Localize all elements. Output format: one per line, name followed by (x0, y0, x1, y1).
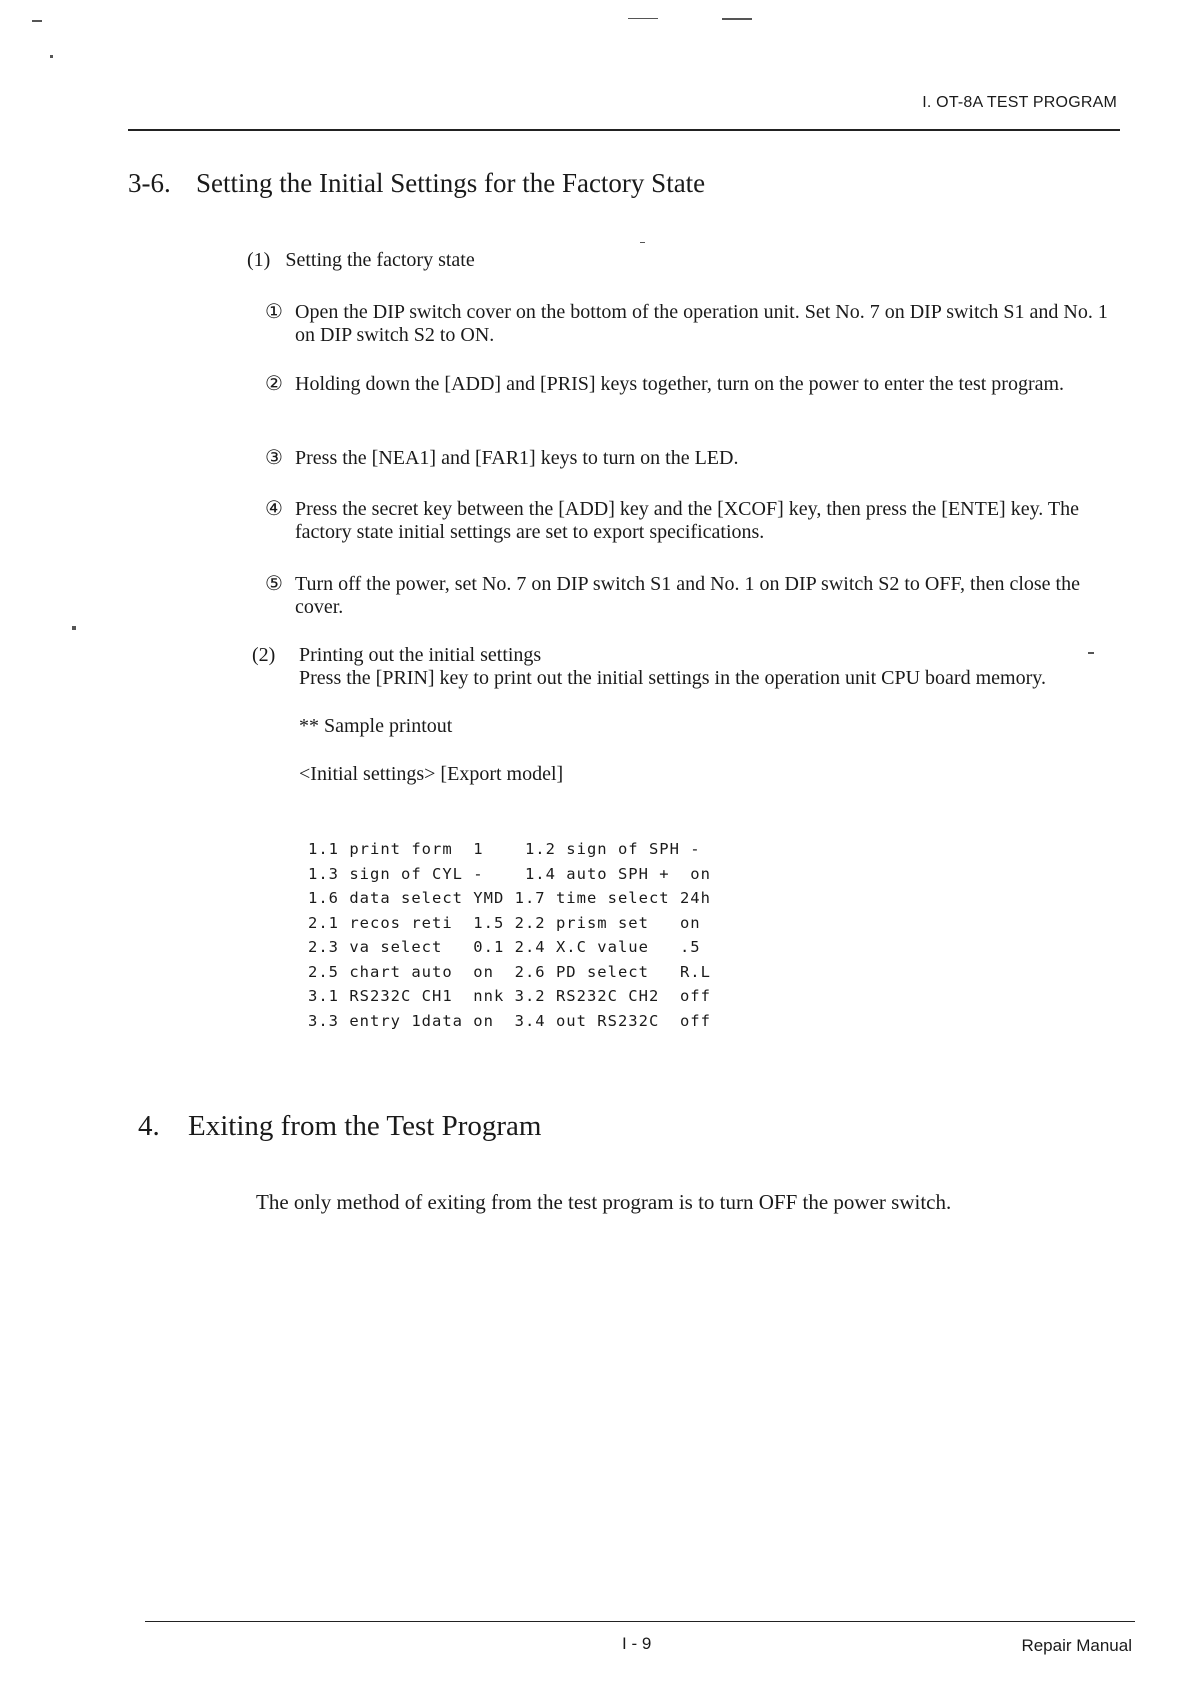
scan-speck (50, 55, 53, 58)
step-marker: ⑤ (265, 573, 283, 595)
step-1 (265, 301, 1125, 347)
printout-row: 3.3 entry 1data on 3.4 out RS232C off (308, 1011, 711, 1030)
section-number: 4. (138, 1110, 160, 1142)
section-3-6-heading (128, 168, 705, 199)
running-header: I. OT-8A TEST PROGRAM (922, 94, 1117, 111)
scan-speck (1088, 652, 1094, 654)
step-4 (265, 498, 1125, 544)
scan-speck (628, 18, 658, 19)
subsection-1-heading (247, 249, 475, 272)
step-marker: ① (265, 301, 283, 323)
section-title: Exiting from the Test Program (188, 1110, 542, 1142)
printout-row: 3.1 RS232C CH1 nnk 3.2 RS232C CH2 off (308, 987, 711, 1005)
step-text: Press the secret key between the [ADD] key and the [XCOF] key, then press the [ENTE] key. The factory state initial settings are set to export specifications. (295, 498, 1080, 543)
step-5 (265, 573, 1125, 619)
printout-row: 2.1 recos reti 1.5 2.2 prism set on (308, 913, 701, 932)
header-rule (128, 129, 1120, 131)
printout-row: 1.3 sign of CYL - 1.4 auto SPH + on (308, 864, 711, 883)
page-number: I - 9 (622, 1634, 652, 1653)
scan-speck (722, 18, 752, 20)
step-text: Holding down the [ADD] and [PRIS] keys together, turn on the power to enter the test program. (295, 373, 1065, 395)
printout-row: 1.6 data select YMD 1.7 time select 24h (308, 889, 711, 907)
section-title: Setting the Initial Settings for the Factory State (196, 168, 706, 198)
sample-printout (308, 837, 711, 1033)
scan-speck (640, 242, 645, 243)
printout-row: 2.3 va select 0.1 2.4 X.C value .5 (308, 938, 701, 956)
subsection-body: Press the [PRIN] key to print out the initial settings in the operation unit CPU board memory. (299, 667, 1046, 689)
step-text: Open the DIP switch cover on the bottom of the operation unit. Set No. 7 on DIP switch S1 and No. 1 on DIP switch S2 to ON. (295, 301, 1108, 346)
scan-speck (72, 626, 76, 630)
sample-printout-label: ** Sample printout (299, 715, 453, 737)
step-text: Turn off the power, set No. 7 on DIP switch S1 and No. 1 on DIP switch S2 to OFF, then close the cover. (295, 573, 1080, 618)
subsection-2 (252, 644, 1072, 786)
subsection-title: Printing out the initial settings (299, 644, 542, 666)
subsection-number: (2) (252, 644, 276, 666)
manual-name: Repair Manual (1021, 1636, 1132, 1655)
section-number: 3-6. (128, 168, 171, 198)
step-text: Press the [NEA1] and [FAR1] keys to turn on the LED. (295, 447, 739, 469)
step-marker: ④ (265, 498, 283, 520)
step-2 (265, 373, 1125, 396)
step-3 (265, 447, 1125, 470)
scan-speck (32, 20, 42, 22)
printout-row: 2.5 chart auto on 2.6 PD select R.L (308, 962, 711, 981)
step-marker: ② (265, 373, 283, 395)
footer-rule (145, 1621, 1135, 1622)
subsection-number: (1) (247, 249, 271, 271)
sample-printout-heading: <Initial settings> [Export model] (299, 763, 564, 785)
section-4-body: The only method of exiting from the test program is to turn OFF the power switch. (256, 1190, 952, 1214)
subsection-title: Setting the factory state (285, 249, 475, 271)
printout-row: 1.1 print form 1 1.2 sign of SPH - (308, 840, 701, 858)
section-4-heading (138, 1110, 541, 1143)
step-marker: ③ (265, 447, 283, 469)
